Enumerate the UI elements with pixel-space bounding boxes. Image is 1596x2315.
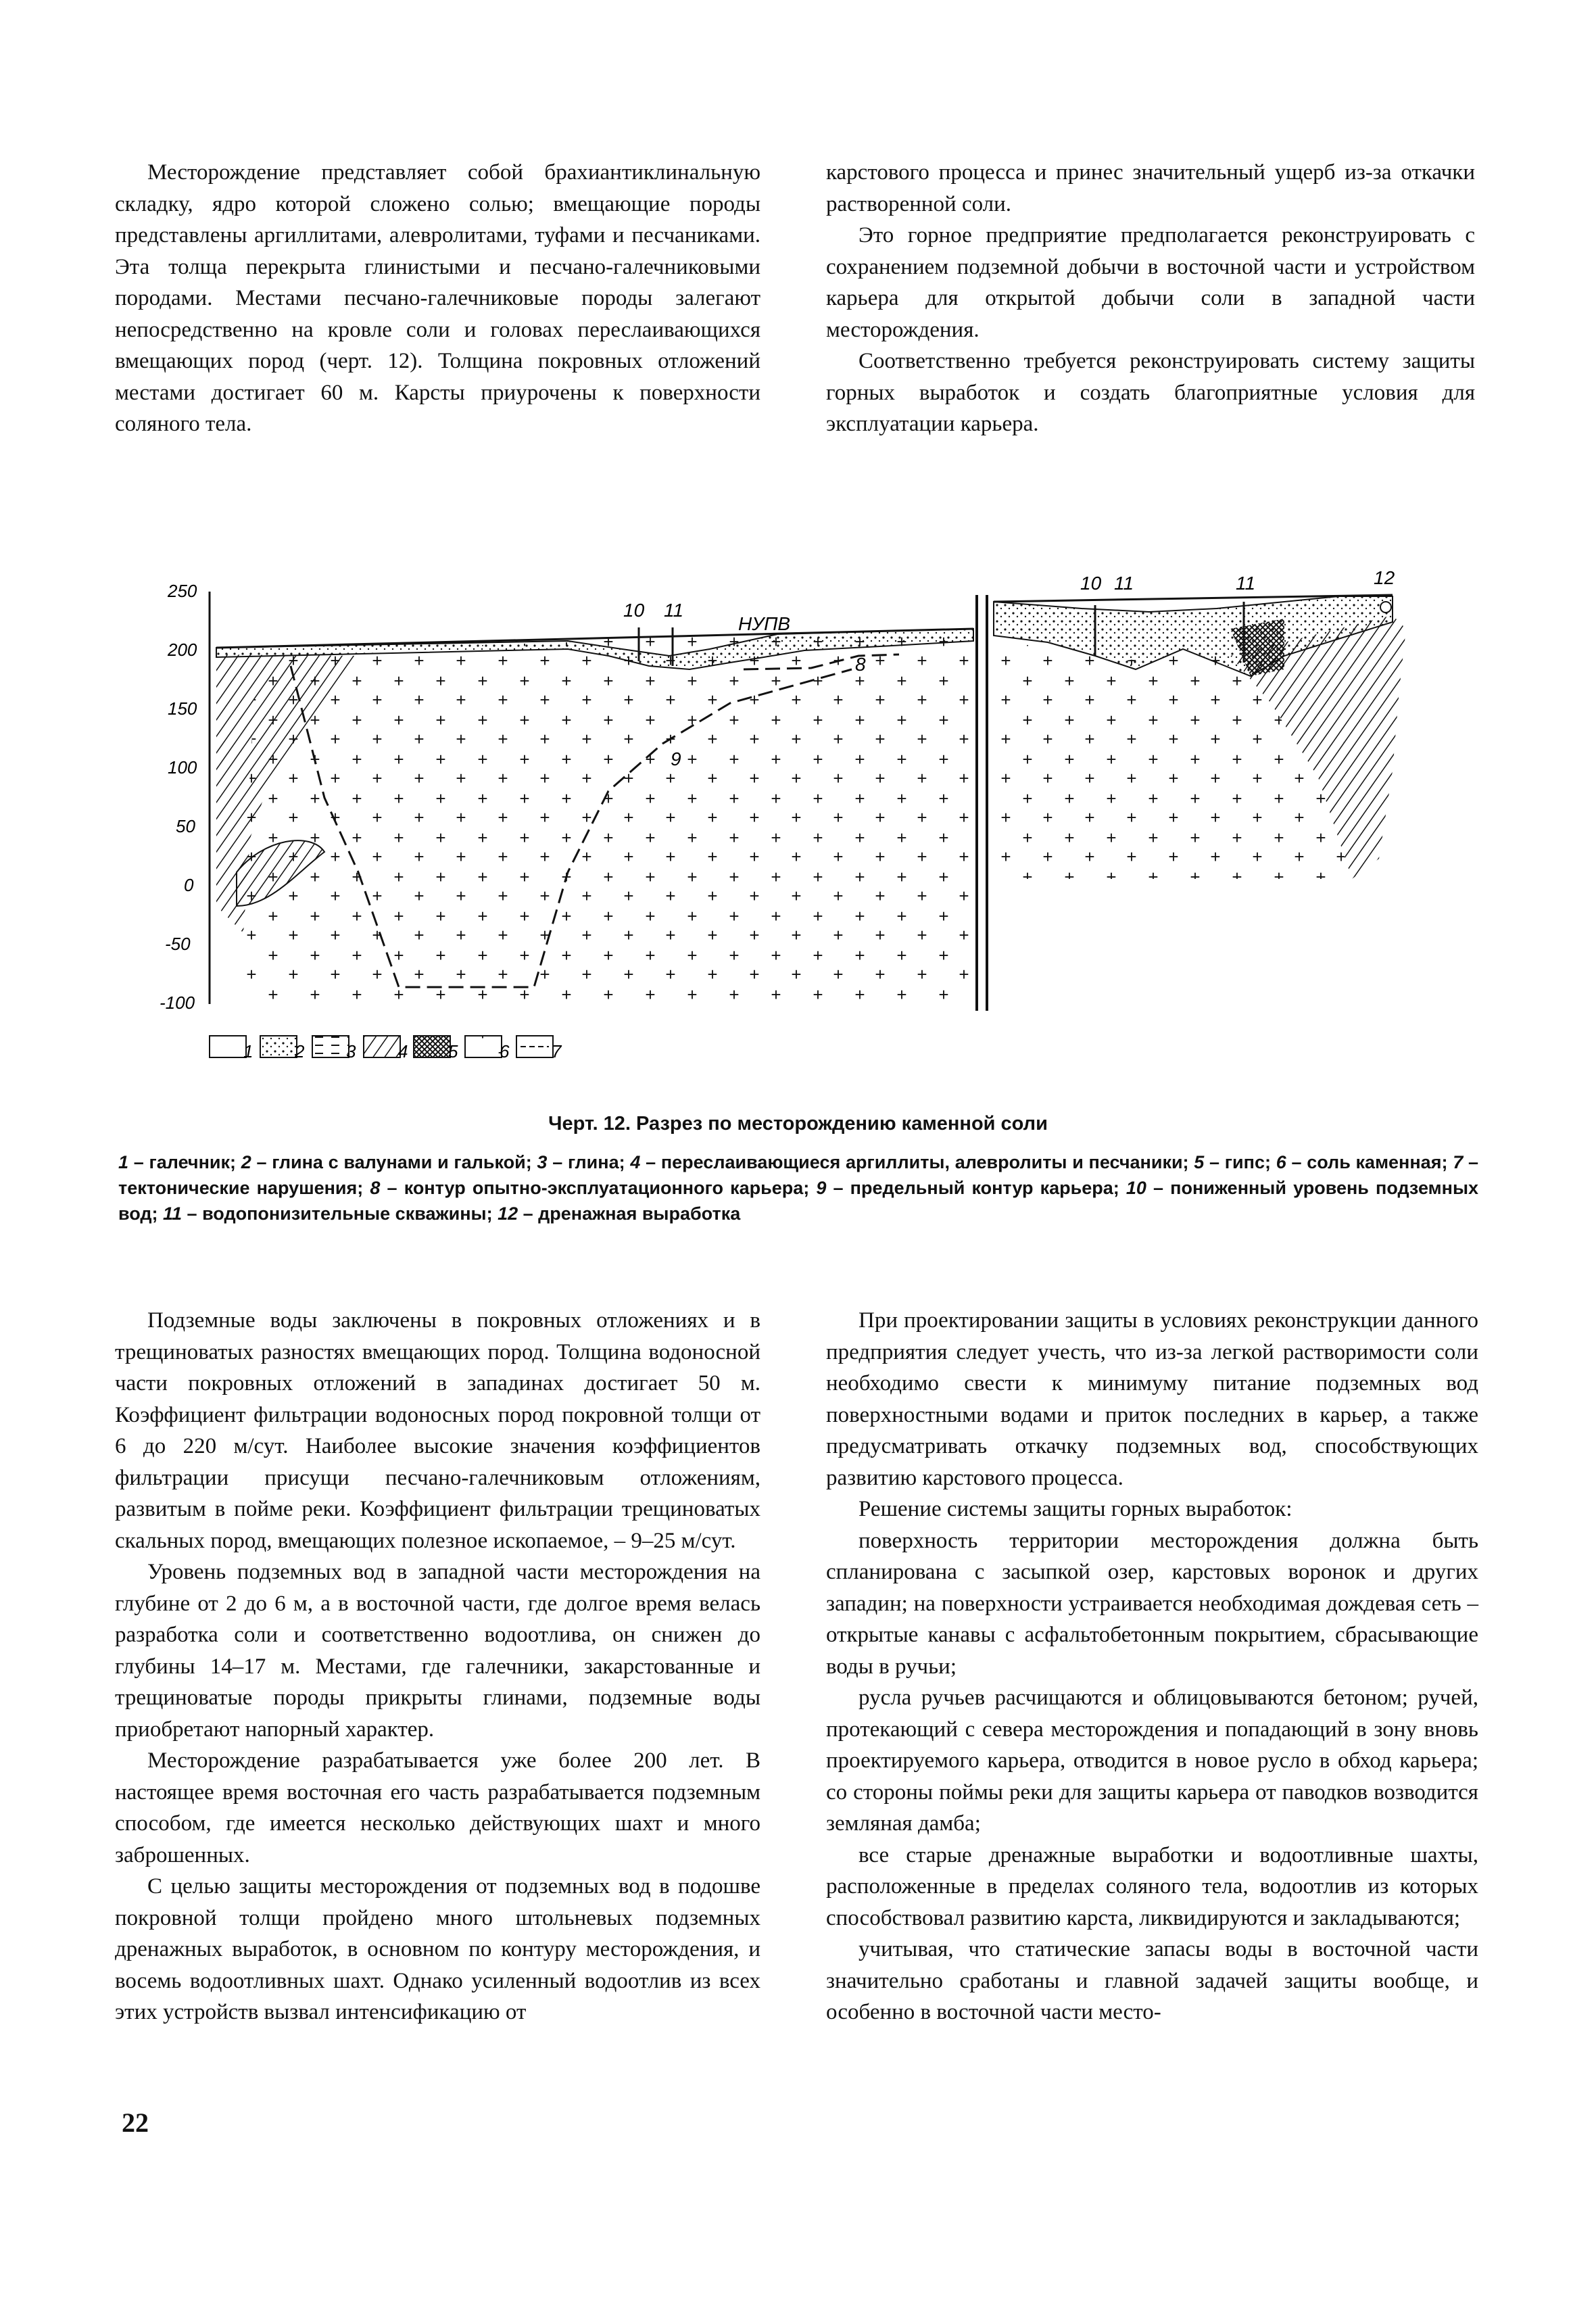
legend-item-text: – глина; [547, 1152, 631, 1172]
legend-item-text: – гипс; [1204, 1152, 1276, 1172]
tick-label: -100 [160, 993, 195, 1013]
legend-item-text: – дренажная выработка [518, 1203, 741, 1224]
legend-item-text: – галечник; [128, 1152, 241, 1172]
paragraph: карстового процесса и принес значительный ущерб из-за откачки растворенной соли. [826, 160, 1475, 216]
label-11: 11 [1236, 573, 1256, 594]
page-number: 22 [122, 2107, 149, 2138]
paragraph: Месторождение разрабатывается уже более 200 лет. В настоящее время восточная его часть разрабатывается подземным способом, где имеется несколько действующих шахт и много заброшенных. [115, 1748, 760, 1867]
label-11: 11 [1114, 573, 1134, 594]
legend-item-number: 7 [1453, 1152, 1464, 1172]
paragraph: Месторождение представляет собой брахиантиклинальную складку, ядро которой сложено солью; вмещающие породы представлены аргиллитами, алевролитами, туфами и песчаниками. Эта толща перекрыта глинистыми и песчано-галечниковыми породами. Местами песчано-галечниковые породы залегают непосредственно на кровле соли и головах переслаивающихся вмещающих пород (черт. 12). Толщина покровных отложений местами достигает 60 м. Карсты приурочены к поверхности соляного тела. [115, 160, 760, 436]
paragraph: поверхность территории месторождения должна быть спланирована с засыпкой озер, карстовых воронок и других западин; на поверхности устраивается необходимая дождевая сеть – открытые канавы с асфальтобетонным покрытием, сбрасывающие воды в ручьи; [826, 1528, 1478, 1679]
paragraph: русла ручьев расчищаются и облицовываются бетоном; ручей, протекающий с севера месторождения и попадающий в зону вновь проектируемого карьера, отводится в новое русло в обход карьера; со стороны поймы реки для защиты карьера от паводков возводится земляная дамба; [826, 1686, 1478, 1836]
paragraph: Это горное предприятие предполагается реконструировать с сохранением подземной добычи в восточной части и устройством карьера для открытой добычи соли в западной части месторождения. [826, 223, 1475, 342]
tick-label: 50 [176, 816, 195, 836]
figure-legend [210, 1036, 562, 1061]
figure-caption-title: Черт. 12. Разрез по месторождению каменной соли [548, 1113, 1048, 1135]
tick-label: 250 [168, 581, 197, 601]
tick-label: 150 [168, 698, 197, 719]
label-12: 12 [1374, 567, 1395, 588]
legend-item-number: 5 [1194, 1152, 1205, 1172]
legend-item-text: – глина с валунами и галькой; [251, 1152, 537, 1172]
label-10: 10 [1080, 573, 1102, 594]
figure-labels-east [1080, 567, 1395, 594]
legend-item-number: 8 [370, 1178, 381, 1198]
label-nupv: НУПВ [738, 613, 791, 634]
legend-item-number: 10 [1126, 1178, 1146, 1198]
legend-number: 6 [500, 1041, 510, 1061]
tick-label: 100 [168, 757, 197, 778]
legend-item-number: 4 [630, 1152, 641, 1172]
label-11: 11 [664, 600, 684, 621]
text-column-top-left [115, 157, 760, 440]
paragraph: Подземные воды заключены в покровных отложениях и в трещиноватых разностях вмещающих пород. Толщина водоносной части покровных отложений в западинах достигает 50 м. Коэффициент фильтрации водоносных пород покровной толщи от 6 до 220 м/сут. Наиболее высокие значения коэффициентов фильтрации присущи песчано-галечниковым отложениям, развитым в пойме реки. Коэффициент фильтрации трещиноватых скальных пород, вмещающих полезное ископаемое, – 9–25 м/сут. [115, 1308, 760, 1553]
legend-item-number: 3 [537, 1152, 548, 1172]
label-8: 8 [855, 654, 866, 675]
legend-number: 7 [552, 1041, 562, 1061]
legend-number: 4 [398, 1041, 408, 1061]
legend-item-number: 6 [1276, 1152, 1286, 1172]
figure-caption-legend [118, 1149, 1478, 1226]
text-column-bottom-right [826, 1305, 1478, 2028]
tick-label: 0 [184, 875, 194, 895]
legend-item-text: – переслаивающиеся аргиллиты, алевролиты и песчаники; [640, 1152, 1194, 1172]
legend-item-text: – тектонические нарушения; [118, 1152, 1478, 1198]
y-axis-ticks [160, 581, 197, 1013]
legend-item-text: – предельный контур карьера; [826, 1178, 1126, 1198]
label-9: 9 [671, 748, 681, 769]
paragraph: Соответственно требуется реконструировать систему защиты горных выработок и создать благоприятные условия для эксплуатации карьера. [826, 349, 1475, 436]
legend-number: 2 [295, 1041, 305, 1061]
text-column-top-right [826, 157, 1475, 440]
paragraph: При проектировании защиты в условиях реконструкции данного предприятия следует учесть, что из-за легкой растворимости соли необходимо свести к минимуму питание подземных вод поверхностными водами и приток последних в карьер, а также предусматривать откачку подземных вод, способствующих развитию карстового процесса. [826, 1308, 1478, 1490]
legend-number: 3 [346, 1041, 356, 1061]
legend-item-text: – водопонизительные скважины; [182, 1203, 498, 1224]
paragraph: Решение системы защиты горных выработок: [859, 1497, 1292, 1521]
legend-item-text: – соль каменная; [1286, 1152, 1453, 1172]
geological-section-figure [135, 554, 1460, 1082]
paragraph: учитывая, что статические запасы воды в восточной части значительно сработаны и главной задачей защиты вообще, и особенно в восточной части место- [826, 1937, 1478, 2024]
legend-item-text: – контур опытно-эксплуатационного карьера; [380, 1178, 817, 1198]
salt-body-west [237, 629, 973, 1004]
legend-number: 5 [448, 1041, 458, 1061]
legend-item-number: 11 [163, 1203, 183, 1224]
paragraph: С целью защиты месторождения от подземных вод в подошве покровной толщи пройдено много штольневых подземных дренажных выработок, в основном по контуру месторождения, и восемь водоотливных шахт. Однако усиленный водоотлив из всех этих устройств вызвал интенсификацию от [115, 1874, 760, 2024]
legend-item-number: 2 [241, 1152, 251, 1172]
legend-item-number: 12 [498, 1203, 518, 1224]
legend-item-number: 9 [816, 1178, 827, 1198]
legend-item-text: – пониженный уровень подземных вод; [118, 1178, 1479, 1224]
legend-number: 1 [243, 1041, 253, 1061]
legend-item-number: 1 [118, 1152, 129, 1172]
tick-label: 200 [168, 640, 197, 660]
tick-label: -50 [165, 934, 191, 954]
paragraph: все старые дренажные выработки и водоотливные шахты, расположенные в пределах соляного тела, водоотлив из которых способствовал развитию карста, ликвидируются и закладываются; [826, 1842, 1478, 1930]
paragraph: Уровень подземных вод в западной части месторождения на глубине от 2 до 6 м, а в восточной части, где долгое время велась разработка соли и соответственно водоотлива, он снижен до глубины 14–17 м. Местами, где галечники, закарстованные и трещиноватые породы прикрыты глинами, подземные воды приобретают напорный характер. [115, 1560, 760, 1742]
text-column-bottom-left [115, 1305, 760, 2028]
label-10: 10 [623, 600, 645, 621]
